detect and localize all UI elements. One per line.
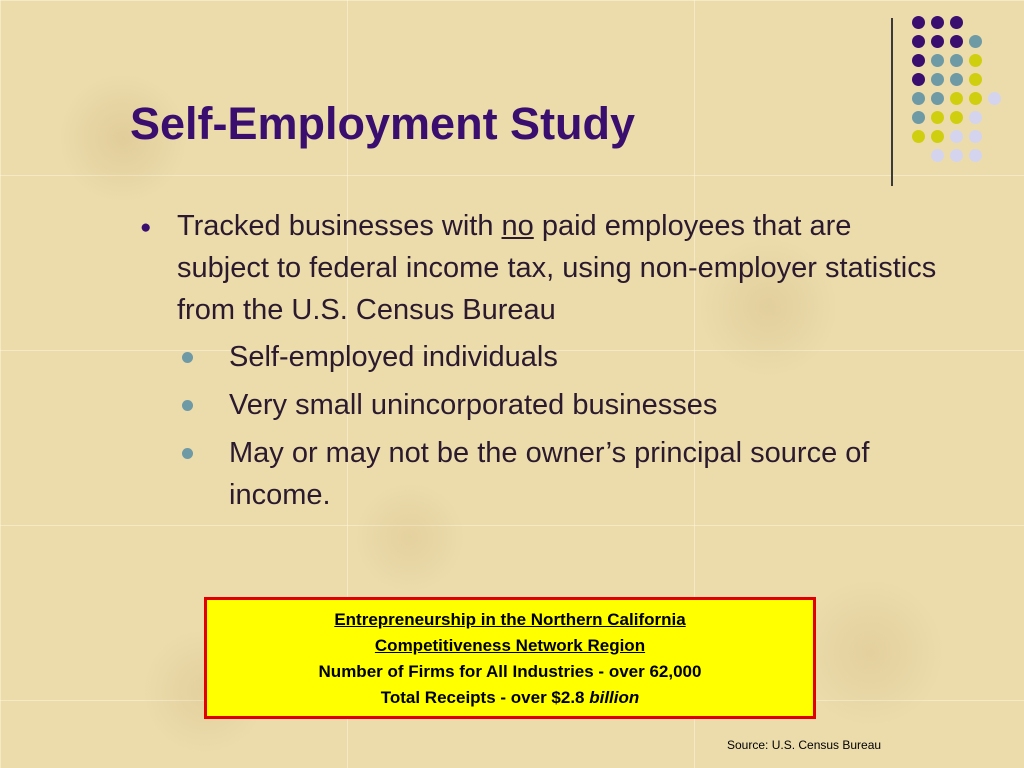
decorative-dot [931, 149, 944, 162]
sub-bullet-icon [182, 352, 193, 363]
callout-receipts [207, 685, 813, 711]
callout-receipts-unit: billion [589, 688, 640, 707]
decorative-dot [950, 16, 963, 29]
source-note: Source: U.S. Census Bureau [727, 738, 882, 752]
decorative-dot [969, 73, 982, 86]
decorative-dot [931, 35, 944, 48]
decorative-dot [950, 35, 963, 48]
main-bullet-emphasis: no [501, 210, 534, 242]
decorative-dot [950, 149, 963, 162]
decorative-dot [931, 16, 944, 29]
decorative-dot [912, 92, 925, 105]
sub-bullet [140, 337, 940, 379]
decorative-dot [969, 54, 982, 67]
decorative-dot [912, 111, 925, 124]
decorative-dot [912, 73, 925, 86]
decorative-dot [969, 130, 982, 143]
sub-bullet-text: Very small unincorporated businesses [229, 389, 718, 421]
callout-box [204, 597, 816, 719]
callout-firms: Number of Firms for All Industries - over 62,000 [318, 662, 702, 681]
decorative-dot [950, 73, 963, 86]
sub-bullet-text: Self-employed individuals [229, 341, 558, 374]
decorative-dot [969, 149, 982, 162]
decorative-dot [950, 54, 963, 67]
decorative-dot [969, 111, 982, 124]
decorative-dot [931, 73, 944, 86]
bullet-icon: ● [140, 217, 152, 238]
decorative-dot [950, 92, 963, 105]
decorative-dot [931, 111, 944, 124]
decorative-dot [912, 54, 925, 67]
decorative-dot [931, 130, 944, 143]
main-bullet-text-start: Tracked businesses with [177, 210, 502, 242]
sub-bullet [140, 385, 940, 427]
decorative-dot [912, 35, 925, 48]
slide-content [140, 206, 940, 516]
decorative-dot [912, 130, 925, 143]
decorative-dot [950, 111, 963, 124]
sub-bullet-icon [182, 400, 193, 411]
decorative-dot [988, 92, 1001, 105]
callout-heading-line1: Entrepreneurship in the Northern California [334, 610, 686, 629]
decorative-dot [969, 92, 982, 105]
sub-bullet [140, 433, 940, 517]
slide-title: Self-Employment Study [130, 98, 636, 149]
callout-receipts-prefix: Total Receipts - over $2.8 [380, 688, 590, 707]
decorative-dot [931, 92, 944, 105]
sub-bullet-icon [182, 448, 193, 459]
divider-line [891, 18, 893, 186]
main-bullet [140, 206, 940, 331]
decorative-dot [931, 54, 944, 67]
decorative-dot [969, 35, 982, 48]
sub-bullet-text: May or may not be the owner’s principal source of income. [229, 436, 870, 511]
decorative-dot [912, 16, 925, 29]
callout-heading-line2: Competitiveness Network Region [374, 636, 646, 655]
main-bullet-text-end: paid employees that are subject to federal income tax, using non-employer statistics from the U.S. Census Bureau [177, 210, 937, 326]
decorative-dot [950, 130, 963, 143]
